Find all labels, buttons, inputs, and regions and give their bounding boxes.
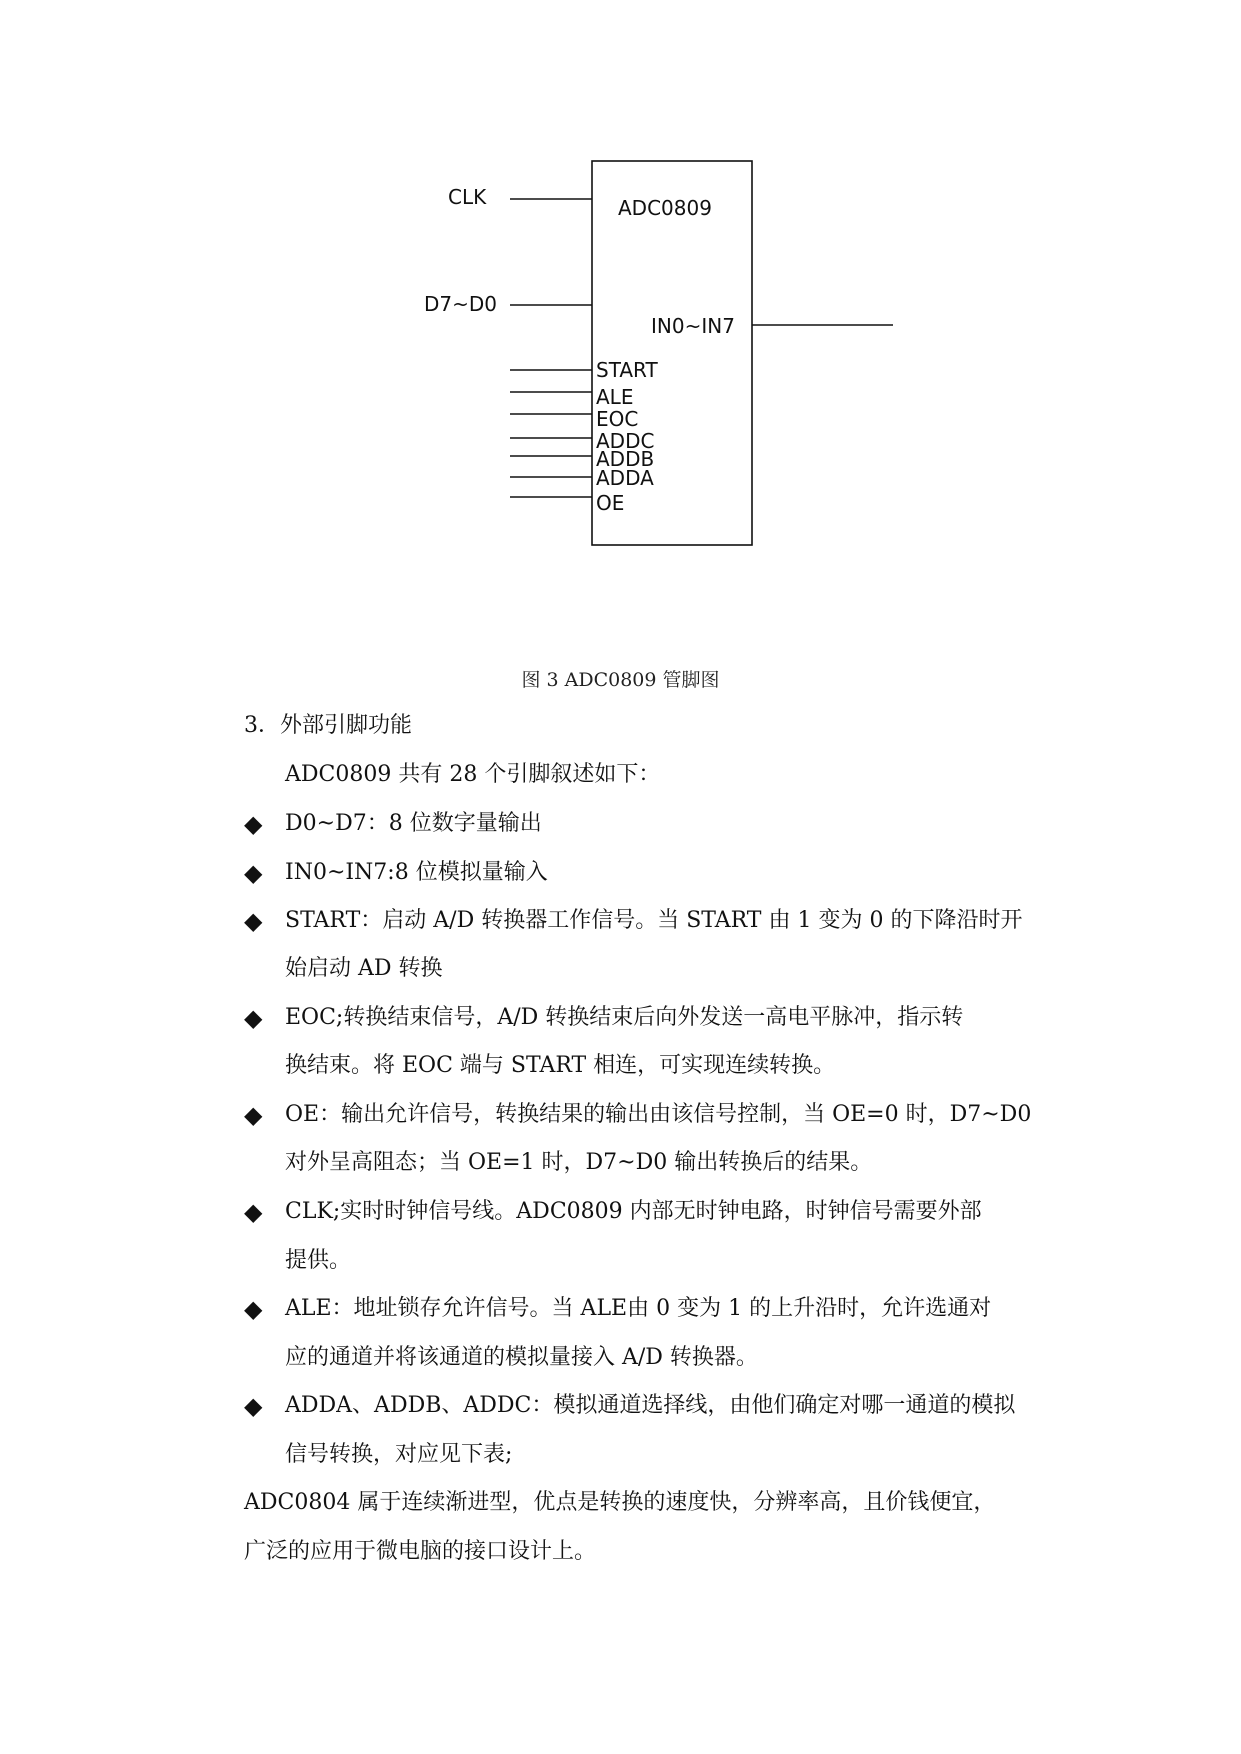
adc0809-pin-diagram — [0, 0, 1241, 600]
bullet-line: OE：输出允许信号，转换结果的输出由该信号控制，当 OE=0 时，D7~D0 — [285, 1102, 1032, 1127]
bullet-line: ALE：地址锁存允许信号。当 ALE由 0 变为 1 的上升沿时，允许选通对 — [285, 1296, 992, 1321]
pin-label-adda: ADDA — [596, 466, 654, 490]
pin-label-addb: ADDB — [596, 447, 655, 471]
bullet-line: 换结束。将 EOC 端与 START 相连，可实现连续转换。 — [285, 1053, 836, 1078]
section-heading: 3．外部引脚功能 — [244, 713, 412, 738]
pin-label-addc: ADDC — [596, 429, 655, 453]
data-bus-label: D7~D0 — [424, 292, 498, 316]
diamond-bullet-icon: ◆ — [244, 1101, 263, 1129]
bullet-line: 应的通道并将该通道的模拟量接入 A/D 转换器。 — [285, 1345, 758, 1370]
section-intro: ADC0809 共有 28 个引脚叙述如下： — [285, 762, 661, 787]
diamond-bullet-icon: ◆ — [244, 907, 263, 935]
bullet-line: D0~D7：8 位数字量输出 — [285, 811, 542, 836]
figure-caption: 图 3 ADC0809 管脚图 — [521, 669, 720, 691]
chip-name-label: ADC0809 — [618, 196, 712, 220]
bullet-line: 对外呈高阻态；当 OE=1 时，D7~D0 输出转换后的结果。 — [285, 1150, 873, 1175]
analog-input-label: IN0~IN7 — [651, 314, 735, 338]
diamond-bullet-icon: ◆ — [244, 859, 263, 887]
bullet-line: 信号转换，对应见下表; — [285, 1442, 513, 1467]
bullet-line: EOC;转换结束信号，A/D 转换结束后向外发送一高电平脉冲，指示转 — [285, 1005, 964, 1030]
bullet-line: 提供。 — [285, 1248, 352, 1273]
clk-label: CLK — [448, 185, 487, 209]
pin-label-ale: ALE — [596, 385, 634, 409]
pin-label-oe: OE — [596, 491, 625, 515]
diamond-bullet-icon: ◆ — [244, 1392, 263, 1420]
diamond-bullet-icon: ◆ — [244, 810, 263, 838]
closing-paragraph-line: ADC0804 属于连续渐进型，优点是转换的速度快，分辨率高，且价钱便宜， — [244, 1490, 996, 1515]
diamond-bullet-icon: ◆ — [244, 1295, 263, 1323]
closing-paragraph-line: 广泛的应用于微电脑的接口设计上。 — [244, 1539, 597, 1564]
bullet-line: IN0~IN7:8 位模拟量输入 — [285, 860, 548, 885]
pin-label-start: START — [596, 358, 658, 382]
bullet-line: CLK;实时时钟信号线。ADC0809 内部无时钟电路，时钟信号需要外部 — [285, 1199, 982, 1224]
bullet-line: 始启动 AD 转换 — [285, 956, 443, 981]
pin-label-eoc: EOC — [596, 407, 639, 431]
bullet-line: START：启动 A/D 转换器工作信号。当 START 由 1 变为 0 的下降沿时开 — [285, 908, 1023, 933]
bullet-line: ADDA、ADDB、ADDC：模拟通道选择线，由他们确定对哪一通道的模拟 — [285, 1393, 1016, 1418]
diamond-bullet-icon: ◆ — [244, 1004, 263, 1032]
diamond-bullet-icon: ◆ — [244, 1198, 263, 1226]
